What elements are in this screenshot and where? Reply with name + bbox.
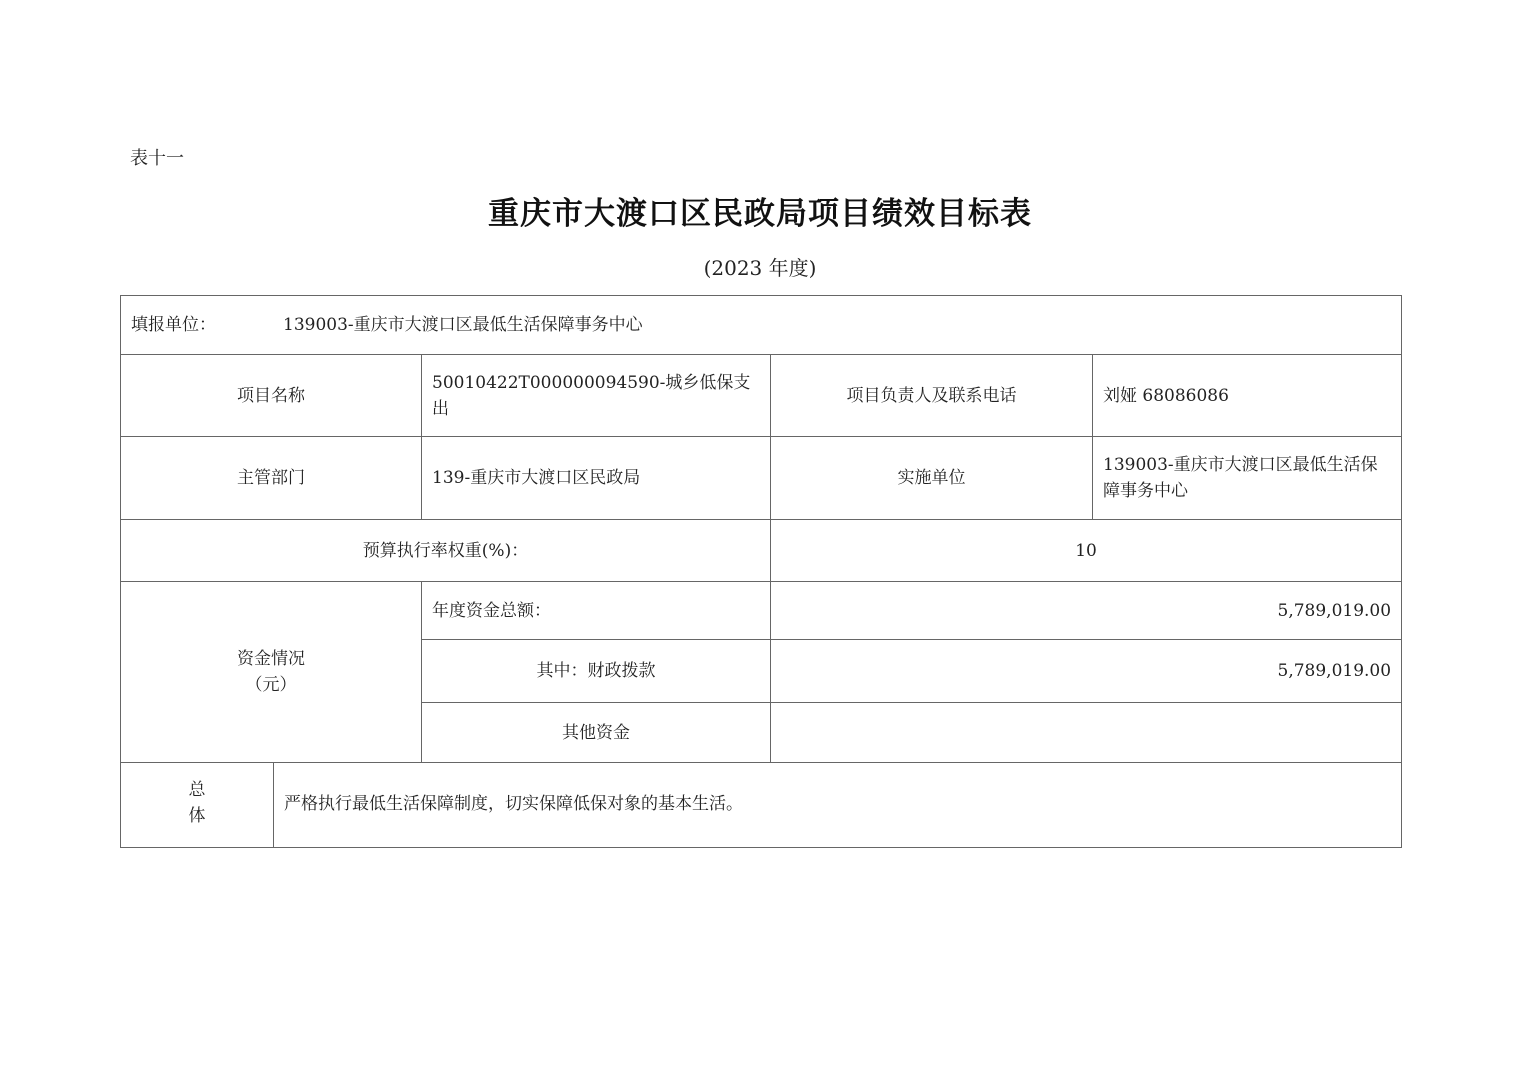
- filler-row: [121, 296, 1402, 355]
- project-name-value: 50010422T000000094590-城乡低保支出: [422, 355, 771, 437]
- funds-label-line1: 资金情况: [237, 649, 305, 669]
- funds-total-value: 5,789,019.00: [771, 582, 1402, 640]
- year-subtitle: (2023 年度): [703, 256, 817, 280]
- table-number: 表十一: [130, 148, 184, 169]
- project-leader-value: 刘娅 68086086: [1093, 355, 1402, 437]
- dept-value: 139-重庆市大渡口区民政局: [422, 437, 771, 520]
- impl-unit-label: 实施单位: [771, 437, 1093, 520]
- performance-target-table: [120, 295, 1402, 848]
- filler-label: 填报单位：: [131, 315, 216, 335]
- overall-label-line2: 体: [188, 806, 206, 826]
- funds-total-label: 年度资金总额：: [422, 582, 771, 640]
- funds-fiscal-label: 其中：财政拨款: [422, 640, 771, 703]
- funds-label-line2: （元）: [245, 675, 297, 695]
- project-name-label: 项目名称: [121, 355, 422, 437]
- funds-label: [121, 582, 422, 763]
- filler-cell: [121, 296, 1402, 355]
- dept-row: [121, 437, 1402, 520]
- funds-other-value: [771, 703, 1402, 763]
- funds-other-label: 其他资金: [422, 703, 771, 763]
- overall-label-line1: 总: [188, 780, 206, 800]
- funds-total-row: [121, 582, 1402, 640]
- overall-label: [121, 763, 274, 848]
- impl-unit-value: 139003-重庆市大渡口区最低生活保障事务中心: [1093, 437, 1402, 520]
- funds-fiscal-value: 5,789,019.00: [771, 640, 1402, 703]
- budget-weight-value: 10: [771, 520, 1402, 582]
- filler-value: 139003-重庆市大渡口区最低生活保障事务中心: [283, 315, 643, 335]
- dept-label: 主管部门: [121, 437, 422, 520]
- budget-row: [121, 520, 1402, 582]
- project-row: [121, 355, 1402, 437]
- budget-weight-label: 预算执行率权重(%)：: [121, 520, 771, 582]
- project-leader-label: 项目负责人及联系电话: [771, 355, 1093, 437]
- overall-goal-text: 严格执行最低生活保障制度，切实保障低保对象的基本生活。: [274, 763, 1402, 848]
- page-title: 重庆市大渡口区民政局项目绩效目标表: [488, 196, 1032, 232]
- overall-row: [121, 763, 1402, 848]
